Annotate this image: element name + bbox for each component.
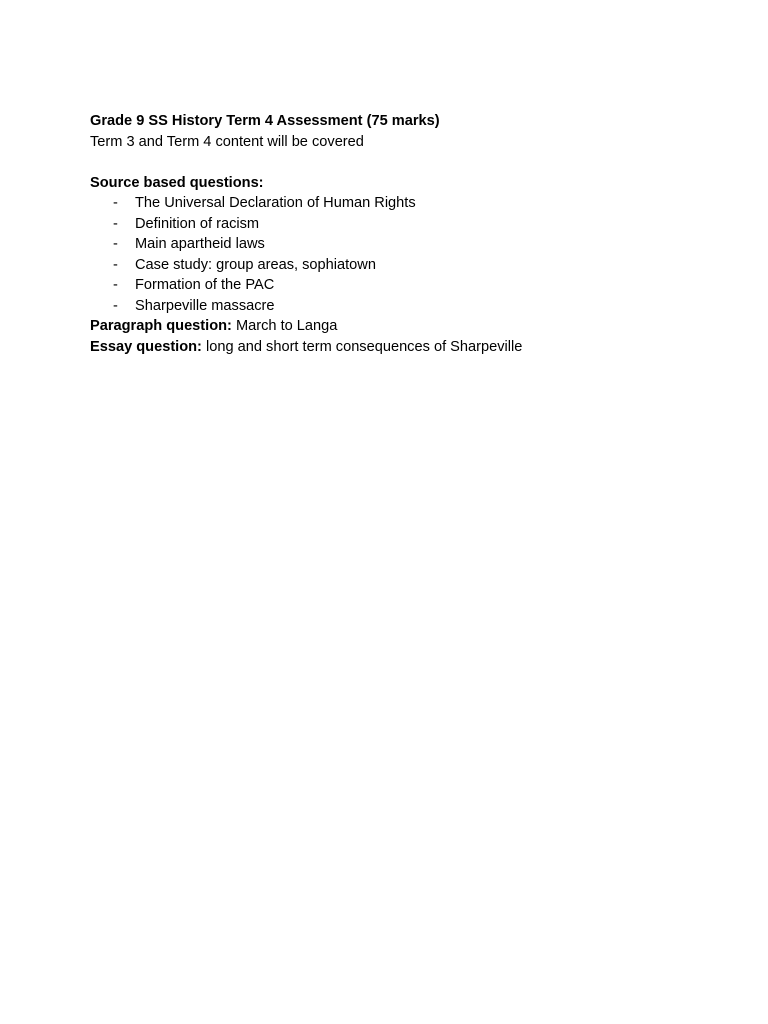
document-title: Grade 9 SS History Term 4 Assessment (75 marks) [90, 113, 440, 129]
list-bullet: - [113, 297, 118, 314]
list-item-text: The Universal Declaration of Human Rights [135, 195, 416, 211]
list-item-text: Definition of racism [135, 215, 260, 232]
list-item [90, 214, 710, 235]
paragraph-question-text: March to Langa [235, 318, 338, 334]
essay-question [90, 337, 710, 358]
list-item [90, 255, 710, 276]
list-item-text: Case study: group areas, sophiatown [135, 256, 376, 273]
list-item-text: Sharpeville massacre [135, 297, 275, 314]
list-bullet: - [113, 195, 118, 211]
list-item [90, 275, 710, 296]
list-item-text: Main apartheid laws [135, 236, 265, 252]
essay-question-text: long and short term consequences of Sharpeville [205, 338, 523, 355]
list-item [90, 234, 710, 255]
list-bullet: - [113, 215, 118, 232]
essay-question-label: Essay question: [90, 338, 202, 355]
blank-line [90, 152, 710, 173]
list-bullet: - [113, 277, 118, 293]
list-bullet: - [113, 236, 118, 252]
document-body [90, 111, 710, 357]
paragraph-question-label: Paragraph question: [90, 318, 232, 334]
list-bullet: - [113, 256, 118, 273]
list-item [90, 296, 710, 317]
paragraph-question [90, 316, 710, 337]
source-questions-list [90, 193, 710, 316]
document-subtitle: Term 3 and Term 4 content will be covered [90, 133, 364, 150]
source-questions-heading: Source based questions: [90, 174, 264, 191]
list-item-text: Formation of the PAC [135, 277, 275, 293]
list-item [90, 193, 710, 214]
